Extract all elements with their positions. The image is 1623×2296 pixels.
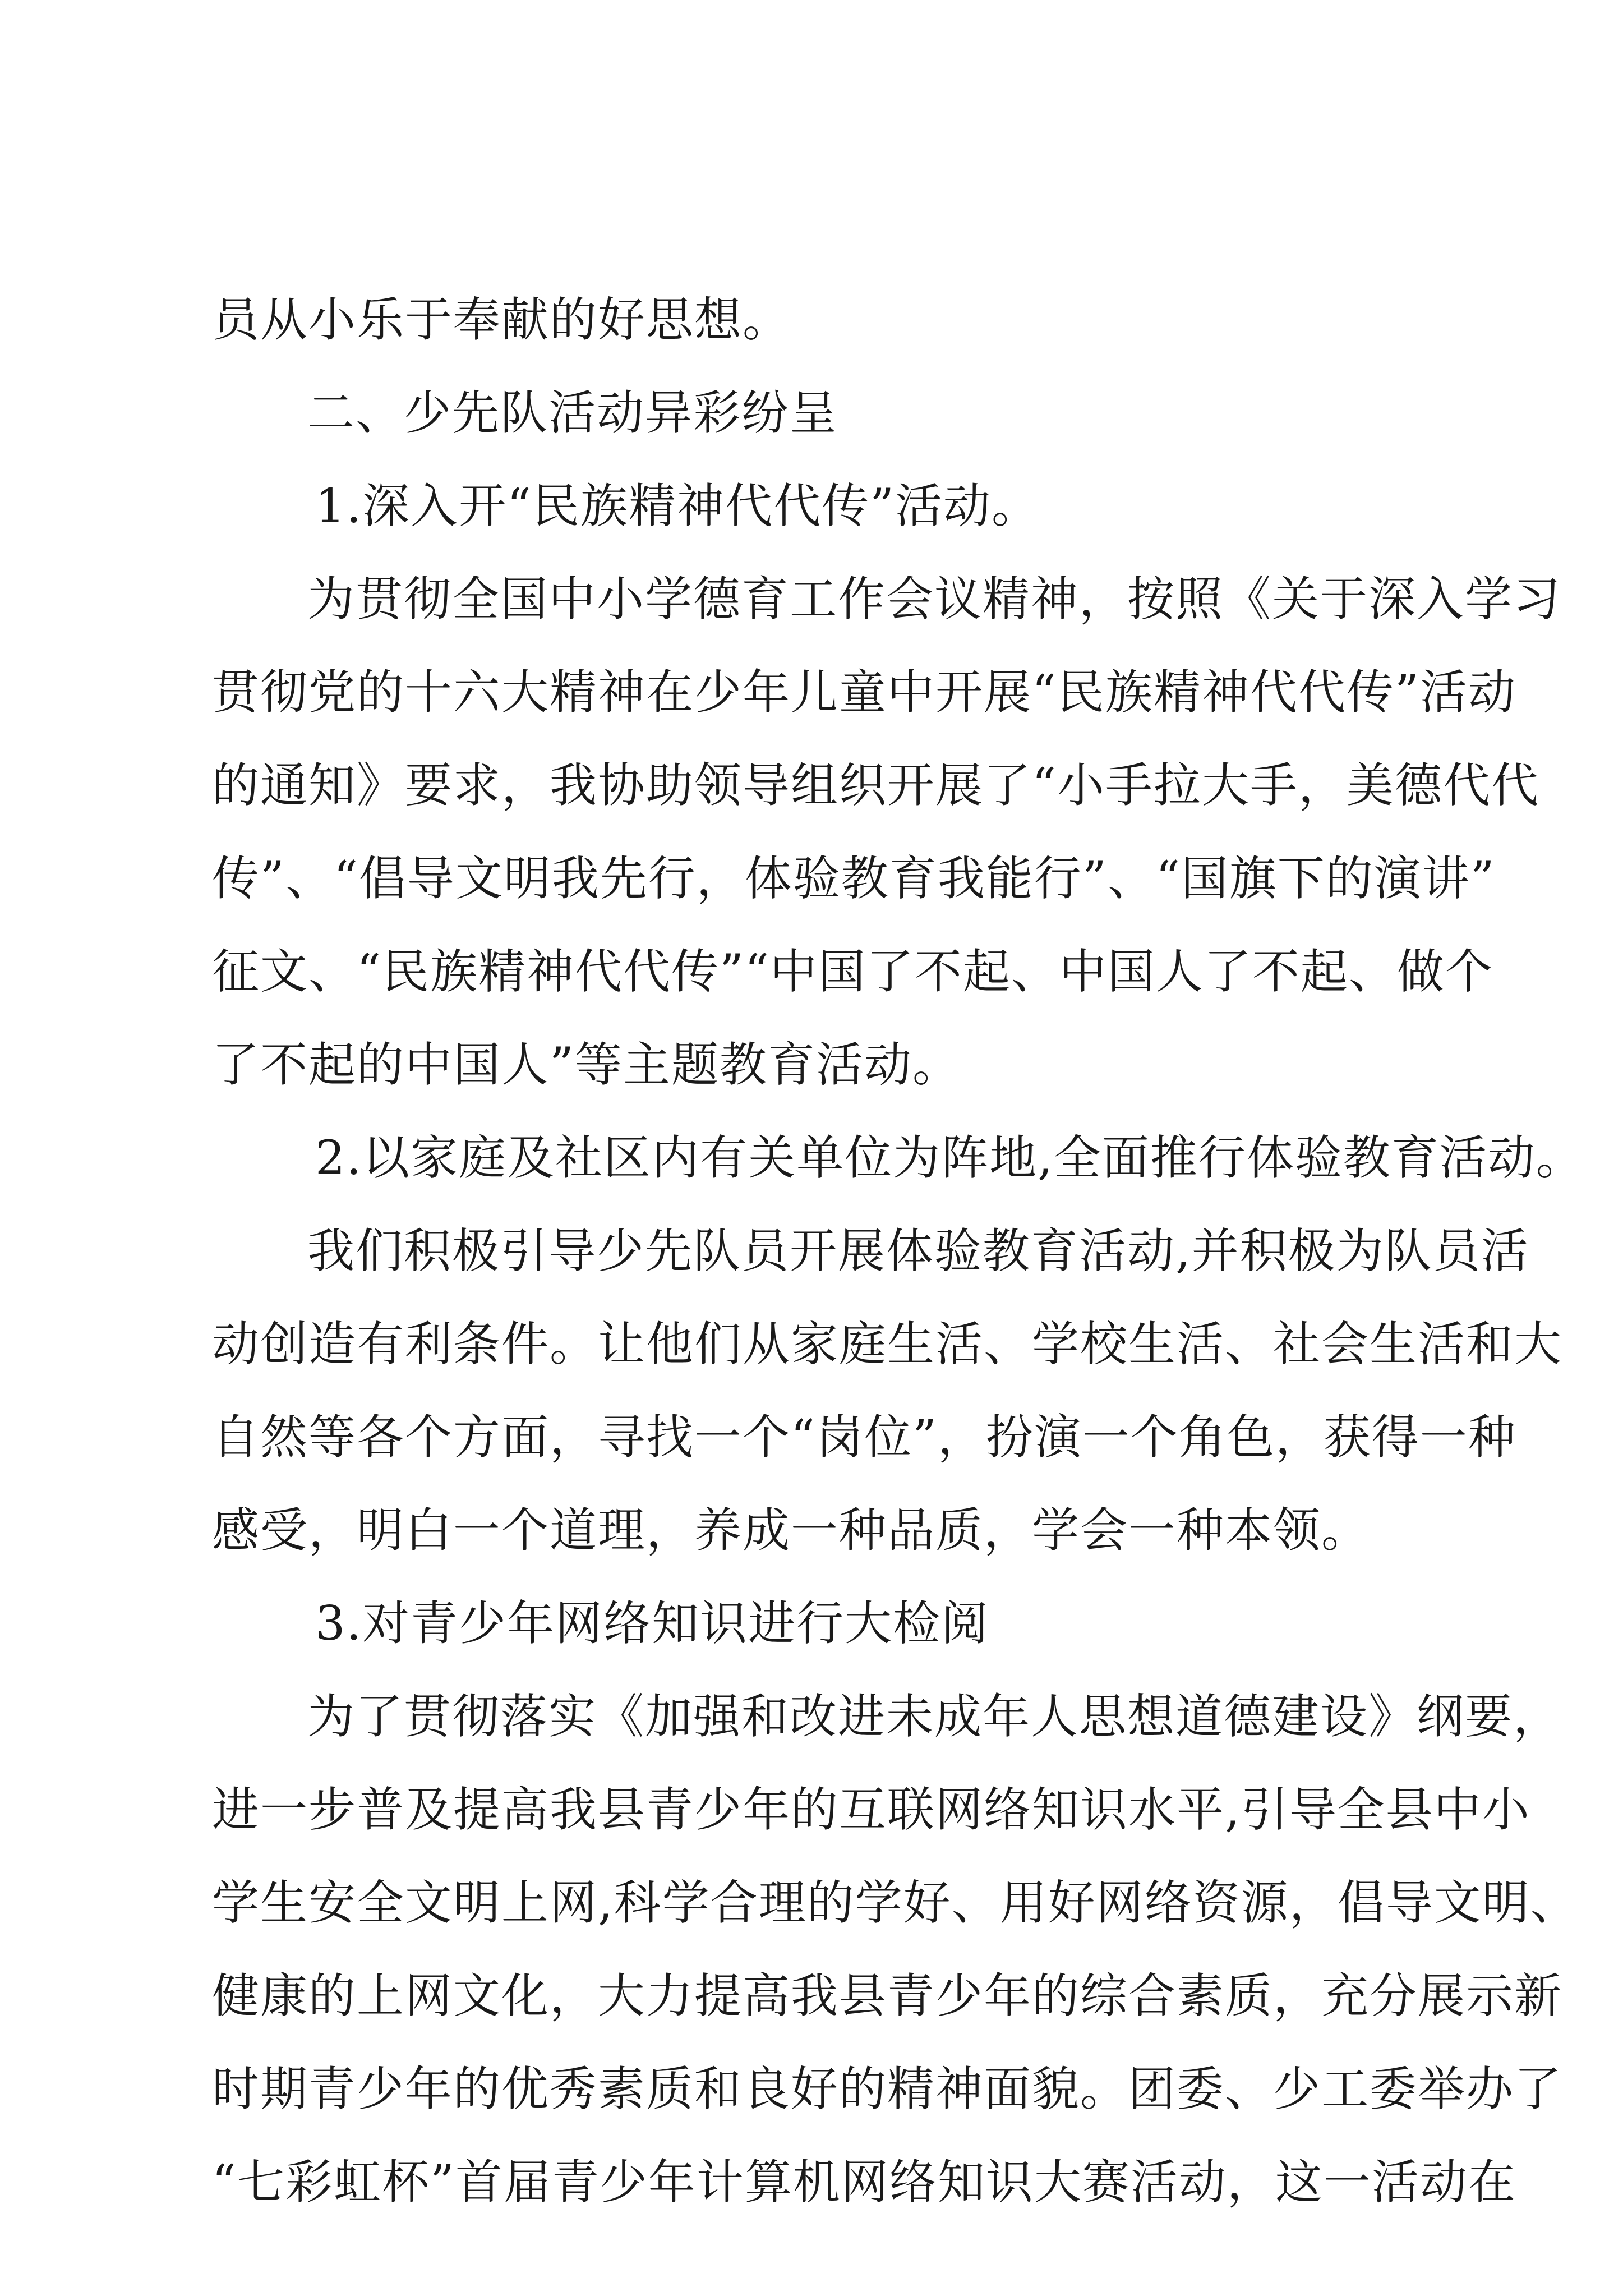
text-line: 员从小乐于奉献的好思想。 — [212, 292, 791, 347]
text-line: 感受，明白一个道理，养成一种品质，学会一种本领。 — [212, 1503, 1370, 1558]
text-line: “七彩虹杯”首届青少年计算机网络知识大赛活动，这一活动在 — [212, 2155, 1516, 2210]
text-line: 学生安全文明上网,科学合理的学好、用好网络资源，倡导文明、 — [212, 1875, 1579, 1930]
text-line: 的通知》要求，我协助领导组织开展了“小手拉大手，美德代代 — [212, 758, 1539, 813]
text-line: 贯彻党的十六大精神在少年儿童中开展“民族精神代代传”活动 — [212, 665, 1516, 720]
section-heading: 二、少先队活动异彩纷呈 — [307, 385, 838, 440]
text-line: 为了贯彻落实《加强和改进未成年人思想道德建设》纲要， — [307, 1689, 1562, 1744]
text-line: 自然等各个方面，寻找一个“岗位”，扮演一个角色，获得一种 — [212, 1410, 1516, 1465]
text-line: 时期青少年的优秀素质和良好的精神面貌。团委、少工委举办了 — [212, 2062, 1563, 2116]
subsection-heading: 1.深入开“民族精神代代传”活动。 — [315, 478, 1040, 533]
text-line: 我们积极引导少先队员开展体验教育活动,并积极为队员活 — [307, 1223, 1529, 1278]
subsection-heading: 3.对青少年网络知识进行大检阅 — [315, 1596, 990, 1651]
text-line: 传”、“倡导文明我先行，体验教育我能行”、“国旗下的演讲” — [212, 851, 1496, 906]
text-line: 动创造有利条件。让他们从家庭生活、学校生活、社会生活和大 — [212, 1317, 1563, 1372]
subsection-heading: 2.以家庭及社区内有关单位为阵地,全面推行体验教育活动。 — [315, 1130, 1584, 1185]
text-line: 为贯彻全国中小学德育工作会议精神，按照《关于深入学习 — [307, 572, 1562, 627]
text-line: 进一步普及提高我县青少年的互联网络知识水平,引导全县中小 — [212, 1782, 1530, 1837]
text-line: 了不起的中国人”等主题教育活动。 — [212, 1037, 961, 1092]
text-line: 健康的上网文化，大力提高我县青少年的综合素质，充分展示新 — [212, 1968, 1563, 2023]
text-line: 征文、“民族精神代代传”“中国了不起、中国人了不起、做个 — [212, 944, 1493, 999]
